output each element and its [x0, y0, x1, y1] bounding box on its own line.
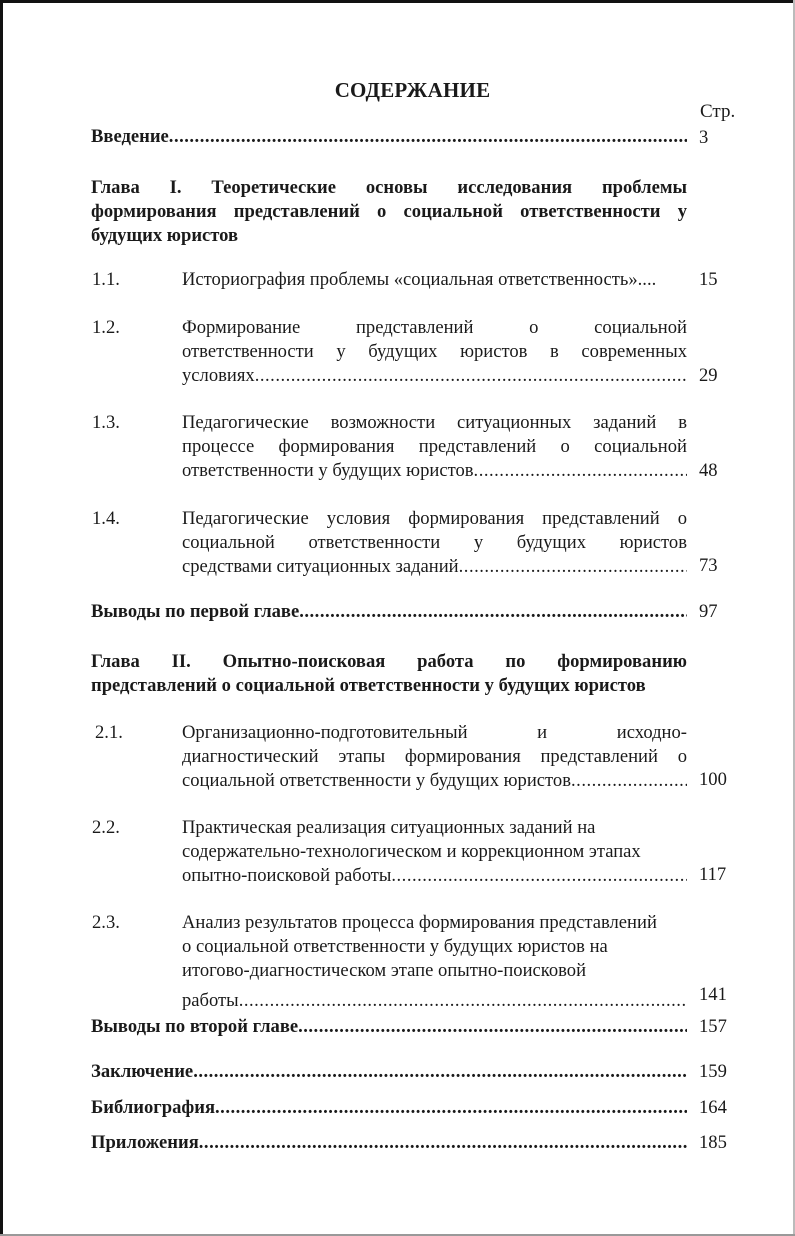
leader-dots: [391, 864, 687, 888]
toc-entry-page: 164: [699, 1097, 727, 1118]
chapter-1-heading[interactable]: [91, 176, 687, 248]
section-number: 2.1.: [95, 722, 123, 743]
toc-entry-page: 48: [699, 460, 718, 481]
toc-line: Анализ результатов процесса формирования представлений: [182, 912, 657, 933]
section-number: 2.2.: [92, 817, 120, 838]
heading-line: Глава I. Теоретические основы исследования проблемы: [91, 177, 687, 198]
toc-entry-1-3[interactable]: [182, 411, 687, 483]
section-number: 1.1.: [92, 269, 120, 290]
toc-entry-2-1[interactable]: [182, 721, 687, 793]
toc-entry-1-1[interactable]: [182, 268, 687, 292]
leader-dots: [571, 769, 687, 793]
toc-line: Организационно-подготовительный и исходно-: [182, 722, 687, 743]
toc-line: социальной ответственности у будущих юристов: [182, 532, 687, 553]
toc-line: средствами ситуационных заданий: [182, 556, 459, 577]
toc-entry-conclusions-2[interactable]: [91, 1015, 687, 1039]
toc-line: Педагогические условия формирования представлений о: [182, 508, 687, 529]
toc-entry-2-2[interactable]: [182, 816, 687, 888]
toc-entry-page: 100: [699, 769, 727, 790]
toc-entry-label: Библиография: [91, 1097, 216, 1118]
toc-entry-page: 185: [699, 1132, 727, 1153]
toc-line: итогово-диагностическом этапе опытно-поисковой: [182, 960, 587, 981]
toc-entry-page: 29: [699, 365, 718, 386]
toc-line: процессе формирования представлений о социальной: [182, 436, 687, 457]
leader-dots: [169, 125, 687, 149]
toc-entry-appendices[interactable]: [91, 1131, 687, 1155]
section-number: 1.3.: [92, 412, 120, 433]
section-number: 1.4.: [92, 508, 120, 529]
toc-entry-conclusions-1[interactable]: [91, 600, 687, 624]
heading-line: Глава II. Опытно-поисковая работа по формированию: [91, 651, 687, 672]
toc-line: Практическая реализация ситуационных заданий на: [182, 817, 596, 838]
toc-entry-1-2[interactable]: [182, 316, 687, 388]
toc-entry-label: Приложения: [91, 1132, 199, 1153]
toc-entry-2-3[interactable]: [182, 911, 687, 1013]
toc-entry-page: 159: [699, 1061, 727, 1082]
toc-entry-conclusion[interactable]: [91, 1060, 687, 1084]
toc-entry-page: 117: [699, 864, 727, 885]
toc-line: о социальной ответственности у будущих юристов на: [182, 936, 608, 957]
leader-dots: [474, 459, 687, 483]
toc-entry-page: 97: [699, 601, 718, 622]
toc-line: ответственности у будущих юристов: [182, 460, 474, 481]
toc-line: ответственности у будущих юристов в современных: [182, 341, 687, 362]
toc-entry-label: Заключение: [91, 1061, 194, 1082]
leader-dots: [193, 1060, 687, 1084]
toc-entry-label: Историография проблемы «социальная ответственность»....: [182, 269, 657, 290]
leader-dots: [459, 555, 687, 579]
toc-line: содержательно-технологическом и коррекционном этапах: [182, 841, 641, 862]
toc-line: опытно-поисковой работы: [182, 865, 392, 886]
toc-entry-page: 157: [699, 1016, 727, 1037]
chapter-2-heading[interactable]: [91, 650, 687, 698]
toc-line: Формирование представлений о социальной: [182, 317, 687, 338]
heading-line: представлений о социальной ответственности у будущих юристов: [91, 675, 646, 696]
leader-dots: [199, 1131, 687, 1155]
toc-line: социальной ответственности у будущих юристов: [182, 770, 572, 791]
page-border-top: [0, 0, 795, 3]
toc-line: работы: [182, 990, 239, 1011]
toc-entry-bibliography[interactable]: [91, 1096, 687, 1120]
heading-line: формирования представлений о социальной ответственности у: [91, 201, 687, 222]
toc-entry-label: Выводы по первой главе: [91, 601, 300, 622]
leader-dots: [298, 1015, 687, 1039]
leader-dots: [255, 364, 687, 388]
toc-entry-page: 141: [699, 984, 727, 1005]
toc-entry-label: Выводы по второй главе: [91, 1016, 299, 1037]
toc-line: Педагогические возможности ситуационных заданий в: [182, 412, 687, 433]
toc-entry-page: 15: [699, 269, 718, 290]
toc-entry-1-4[interactable]: [182, 507, 687, 579]
section-number: 1.2.: [92, 317, 120, 338]
toc-line: диагностический этапы формирования представлений о: [182, 746, 687, 767]
page-border-left: [0, 0, 3, 1236]
leader-dots: [215, 1096, 687, 1120]
toc-entry-label: Введение: [91, 126, 169, 147]
toc-entry-page: 73: [699, 555, 718, 576]
page-column-label: Стр.: [700, 101, 736, 122]
page-title: СОДЕРЖАНИЕ: [334, 78, 491, 102]
leader-dots: [239, 989, 687, 1013]
toc-line: условиях: [182, 365, 255, 386]
heading-line: будущих юристов: [91, 225, 239, 246]
toc-entry-intro[interactable]: [91, 125, 687, 149]
leader-dots: [299, 600, 687, 624]
toc-entry-page: 3: [699, 127, 709, 148]
section-number: 2.3.: [92, 912, 120, 933]
